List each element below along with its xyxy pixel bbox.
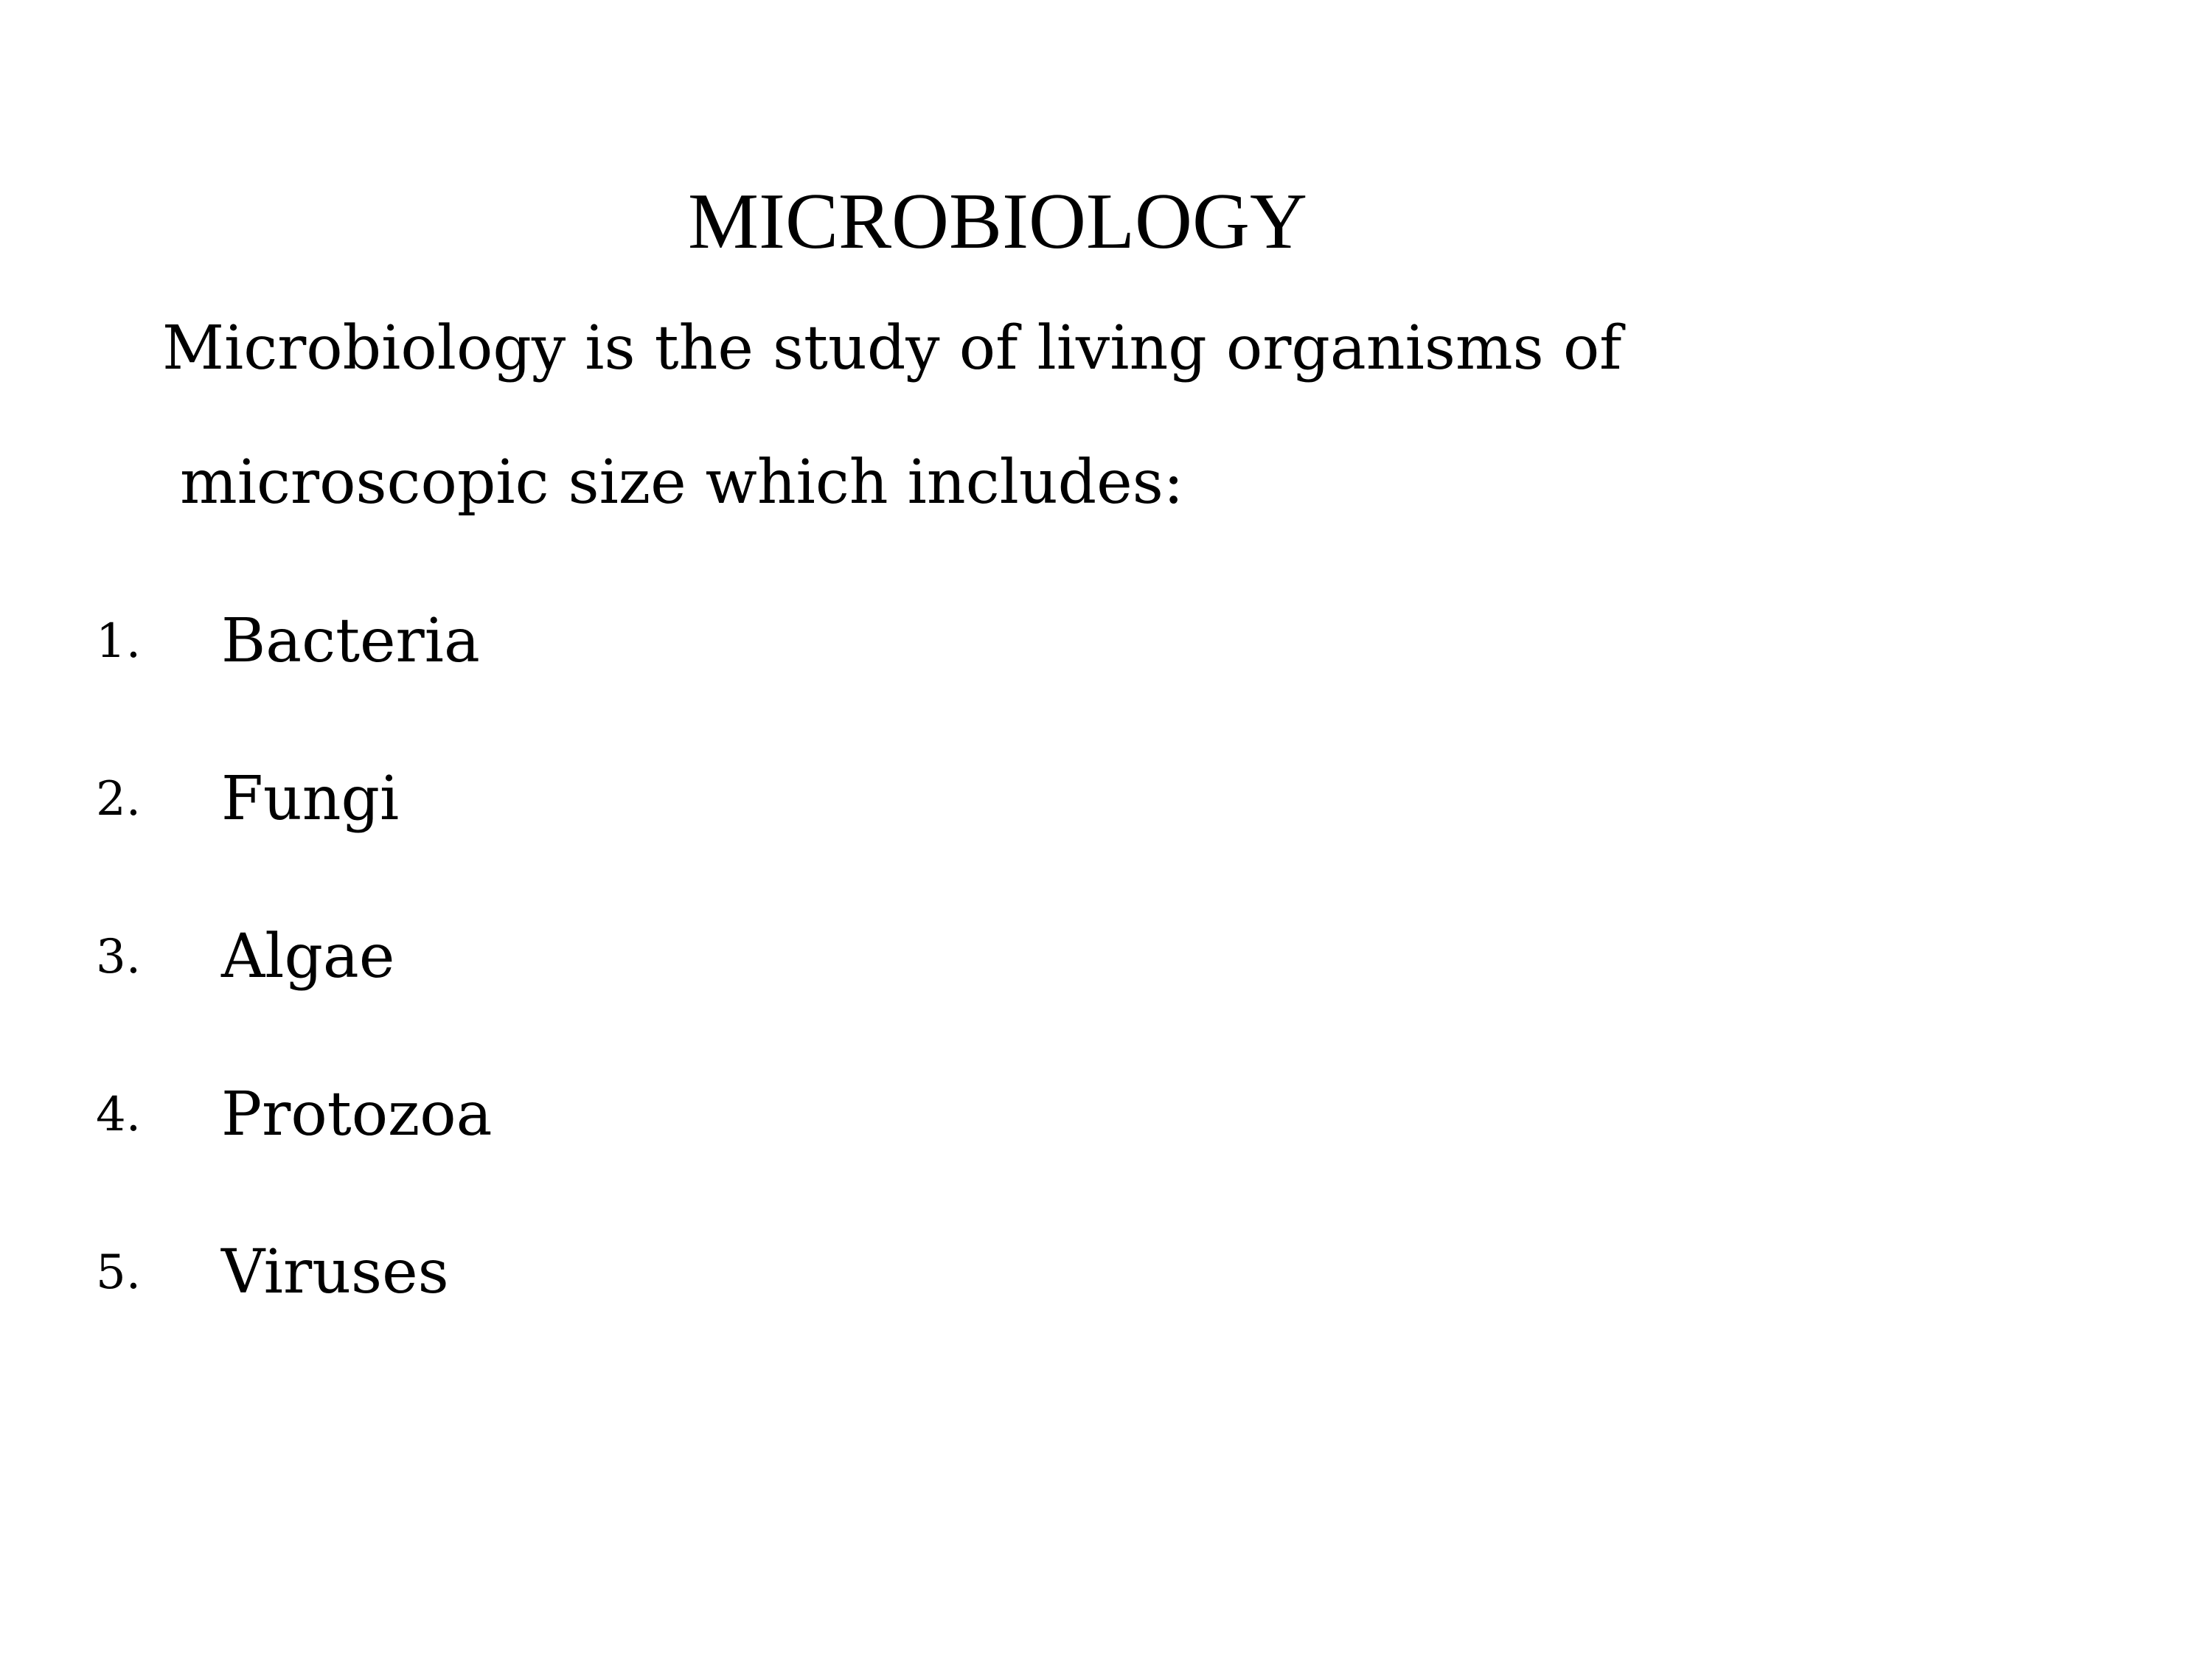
intro-text-line-2: microscopic size which includes: <box>180 448 1184 518</box>
page-title: MICROBIOLOGY <box>687 178 1307 265</box>
list-item-number: 4. <box>96 1088 142 1142</box>
list-item-number: 2. <box>96 772 142 827</box>
list-item-number: 5. <box>96 1245 142 1300</box>
intro-text-line-1: Microbiology is the study of living organisms of <box>162 313 1622 383</box>
list-item-number: 1. <box>96 614 142 669</box>
list-item-label: Viruses <box>221 1237 449 1307</box>
list-item-label: Algae <box>221 922 395 992</box>
list-item-label: Bacteria <box>221 606 480 676</box>
list-item-label: Fungi <box>221 764 400 834</box>
list-item-number: 3. <box>96 930 142 984</box>
list-item-label: Protozoa <box>221 1079 493 1150</box>
